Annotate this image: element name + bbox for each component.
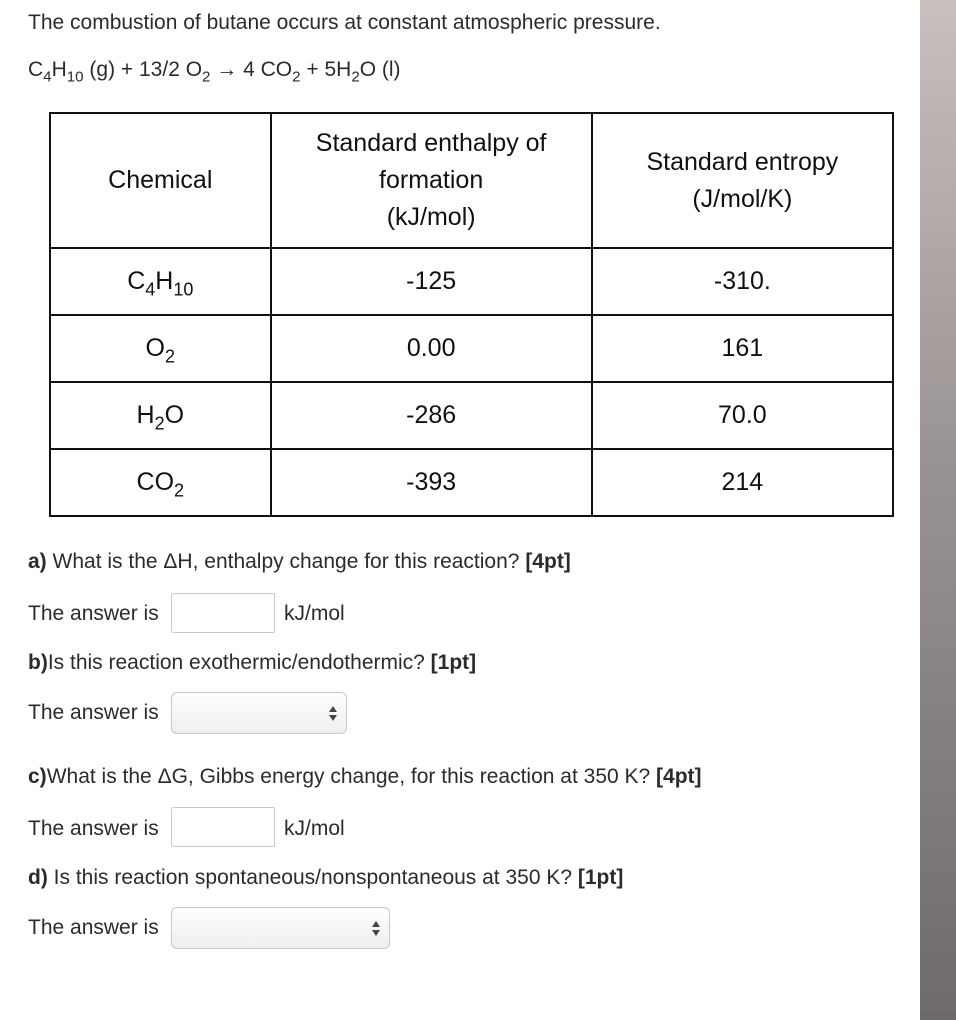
- table-row: [50, 449, 893, 516]
- formula-part: H: [155, 267, 174, 295]
- question-a-prefix: a): [28, 550, 47, 573]
- formula-part: H: [136, 401, 155, 429]
- table-header-row: [50, 113, 893, 248]
- eq-h2o-sub: 2: [351, 68, 360, 86]
- formula-part: CO: [136, 468, 175, 496]
- header-enthalpy-line-1: Standard enthalpy of: [315, 129, 547, 157]
- formula-sub: 10: [173, 279, 194, 300]
- answer-d-select[interactable]: [171, 907, 390, 949]
- answer-a-input[interactable]: [171, 593, 275, 633]
- header-entropy-line-2: (J/mol/K): [692, 184, 793, 213]
- enthalpy-cell: -393: [271, 449, 592, 516]
- chemical-cell: [50, 248, 271, 315]
- eq-co2-sub: 2: [292, 68, 301, 86]
- window-edge: [920, 0, 956, 1020]
- intro-text: The combustion of butane occurs at constant atmospheric pressure.: [28, 11, 661, 34]
- eq-butane-h: H: [51, 58, 67, 81]
- formula-sub: 2: [174, 480, 185, 501]
- eq-end: O (l): [359, 58, 401, 81]
- entropy-cell: 214: [592, 449, 893, 516]
- question-c-points: [4pt]: [656, 765, 702, 788]
- enthalpy-cell: -125: [271, 248, 592, 315]
- answer-b-label: The answer is: [28, 701, 159, 724]
- select-arrows-icon: [328, 702, 338, 724]
- eq-o2-sub: 2: [202, 68, 211, 86]
- answer-a-label: The answer is: [28, 602, 159, 625]
- answer-c-label: The answer is: [28, 817, 159, 840]
- eq-state: (g) + 13/2 O: [83, 58, 203, 81]
- entropy-cell: 70.0: [592, 382, 893, 449]
- answer-d-label: The answer is: [28, 916, 159, 939]
- header-enthalpy: [271, 113, 592, 248]
- thermo-data-table: [49, 112, 894, 517]
- eq-butane-c-sub: 4: [43, 68, 52, 86]
- enthalpy-cell: -286: [271, 382, 592, 449]
- question-b-points: [1pt]: [430, 651, 477, 674]
- question-a-text: What is the ΔH, enthalpy change for this reaction?: [46, 550, 526, 573]
- question-c: [28, 765, 702, 789]
- formula-sub: 2: [165, 346, 176, 367]
- question-c-prefix: c): [28, 765, 47, 788]
- question-b-text: Is this reaction exothermic/endothermic?: [47, 651, 431, 674]
- question-b: [28, 651, 476, 675]
- eq-arrow-part: → 4 CO: [210, 58, 293, 81]
- question-d-points: [1pt]: [577, 866, 624, 889]
- formula-sub: 4: [145, 279, 156, 300]
- header-enthalpy-line-2: formation: [379, 166, 484, 194]
- chemical-cell: [50, 315, 271, 382]
- select-arrows-icon: [371, 917, 381, 939]
- header-chemical: [50, 113, 271, 248]
- question-a-points: [4pt]: [525, 550, 571, 573]
- reaction-equation: [28, 58, 401, 86]
- entropy-cell: -310.: [592, 248, 893, 315]
- formula-part: C: [127, 267, 146, 295]
- answer-a-unit: kJ/mol: [284, 602, 345, 625]
- table-row: [50, 382, 893, 449]
- formula-part: O: [164, 401, 185, 429]
- entropy-cell: 161: [592, 315, 893, 382]
- formula-part: O: [145, 334, 165, 362]
- table-row: [50, 315, 893, 382]
- table-row: [50, 248, 893, 315]
- answer-c-input[interactable]: [171, 807, 275, 847]
- question-d-text: Is this reaction spontaneous/nonspontaneous at 350 K?: [47, 866, 578, 889]
- header-chemical-line: Chemical: [108, 166, 213, 194]
- header-entropy: [592, 113, 893, 248]
- question-b-prefix: b): [28, 651, 48, 674]
- chemical-cell: [50, 449, 271, 516]
- question-d: [28, 866, 623, 890]
- eq-butane-h-sub: 10: [66, 68, 84, 86]
- answer-b-select[interactable]: [171, 692, 347, 734]
- enthalpy-cell: 0.00: [271, 315, 592, 382]
- question-d-prefix: d): [28, 866, 48, 889]
- answer-c-unit: kJ/mol: [284, 817, 345, 840]
- question-c-text: What is the ΔG, Gibbs energy change, for this reaction at 350 K?: [46, 765, 657, 788]
- header-entropy-line-1: Standard entropy: [646, 147, 839, 176]
- eq-water-part: + 5H: [300, 58, 352, 81]
- eq-butane-c: C: [28, 58, 44, 81]
- formula-sub: 2: [154, 413, 165, 434]
- chemical-cell: [50, 382, 271, 449]
- header-enthalpy-line-3: (kJ/mol): [386, 203, 476, 231]
- question-a: [28, 550, 571, 574]
